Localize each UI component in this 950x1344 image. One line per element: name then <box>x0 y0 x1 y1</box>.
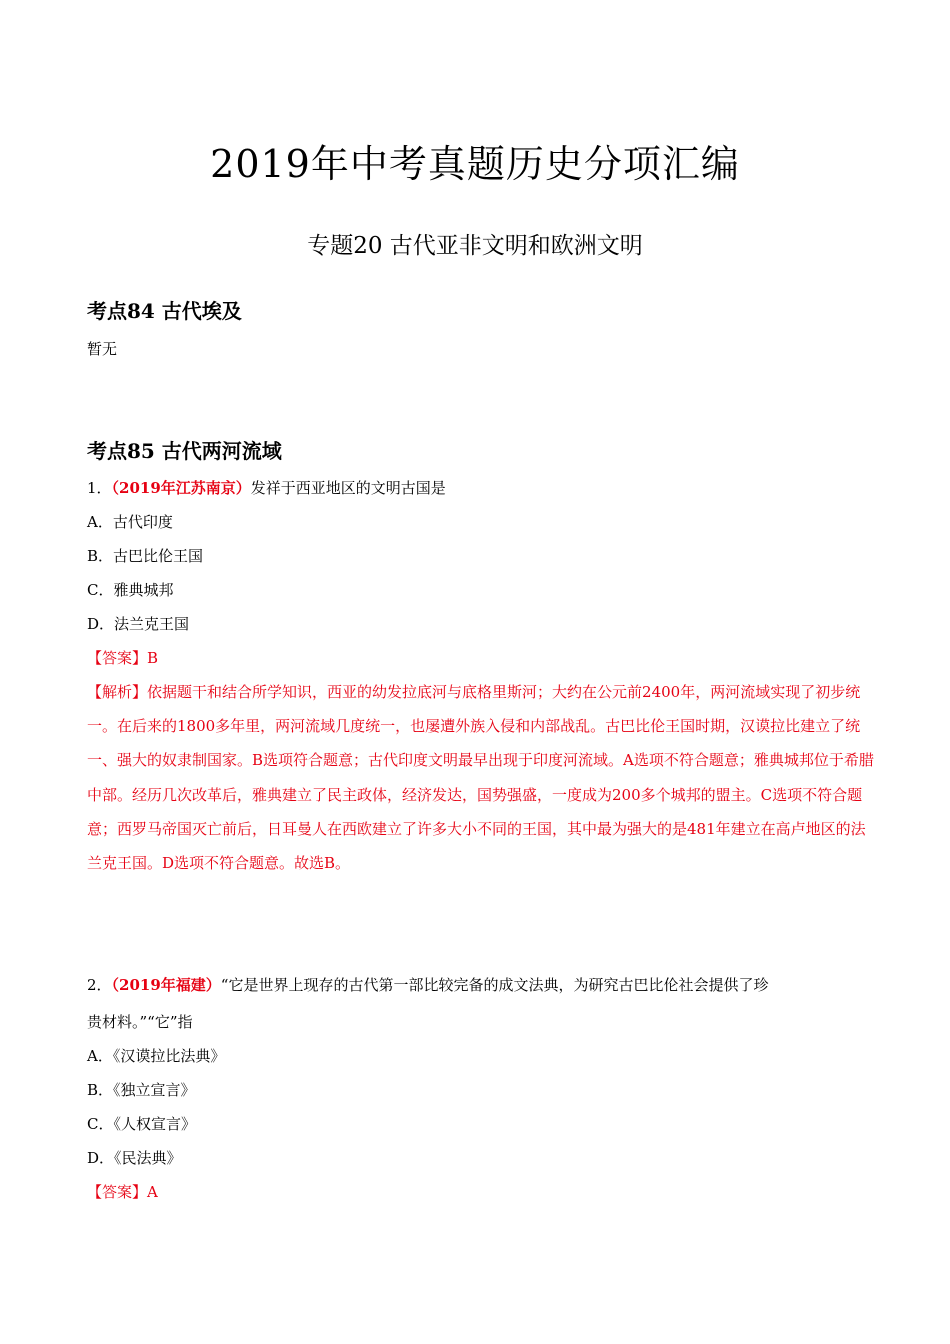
document-title: 2019年中考真题历史分项汇编 <box>210 142 740 186</box>
answer-label: 【答案】 <box>87 1183 148 1201</box>
option-b: B．《独立宣言》 <box>87 1081 196 1099</box>
answer-1 <box>87 647 158 669</box>
question-number: 1． <box>87 479 112 497</box>
question-2-stem-cont: 贵材料。”“它”指 <box>87 1013 193 1031</box>
option-c: C．《人权宣言》 <box>87 1115 196 1133</box>
option-a: A．古代印度 <box>87 513 173 531</box>
answer-label: 【答案】 <box>87 649 148 667</box>
option-b: B．古巴比伦王国 <box>87 547 204 565</box>
answer-value: B <box>147 649 159 667</box>
document-subtitle: 专题20 古代亚非文明和欧洲文明 <box>307 233 643 259</box>
question-source: （2019年江苏南京） <box>111 479 251 497</box>
answer-2 <box>87 1181 158 1203</box>
option-c: C．雅典城邦 <box>87 581 174 599</box>
section-84-content: 暂无 <box>87 340 118 358</box>
question-1 <box>87 477 446 499</box>
analysis-label: 【解析】 <box>87 683 148 701</box>
question-source: （2019年福建） <box>111 976 221 994</box>
question-2 <box>87 974 768 996</box>
option-a: A．《汉谟拉比法典》 <box>87 1047 226 1065</box>
analysis-text: 依据题干和结合所学知识，西亚的幼发拉底河与底格里斯河；大约在公元前2400年，两河流域实现了初步统一。在后来的1800多年里，两河流域几度统一，也屡遭外族入侵和内部战乱。古巴比伦王国时期，汉谟拉比建立了统一、强大的奴隶制国家。B选项符合题意；古代印度文明最早出现于印度河流域。A选项不符合题意；雅典城邦位于希腊中部。经历几次改革后，雅典建立了民主政体，经济发达，国势强盛，一度成为200多个城邦的盟主。C选项不符合题意；西罗马帝国灭亡前后，日耳曼人在西欧建立了许多大小不同的王国，其中最为强大的是481年建立在高卢地区的法兰克王国。D选项不符合题意。故选B。 <box>87 683 874 873</box>
question-stem: 发祥于西亚地区的文明古国是 <box>250 479 446 497</box>
option-d: D．《民法典》 <box>87 1149 182 1167</box>
answer-value: A <box>147 1183 158 1201</box>
option-d: D．法兰克王国 <box>87 615 190 633</box>
section-heading-85: 考点85 古代两河流域 <box>87 439 282 463</box>
section-heading-84: 考点84 古代埃及 <box>87 299 242 323</box>
question-stem: “它是世界上现存的古代第一部比较完备的成文法典，为研究古巴比伦社会提供了珍 <box>220 976 769 994</box>
analysis-1 <box>87 675 877 880</box>
question-number: 2． <box>87 976 112 994</box>
